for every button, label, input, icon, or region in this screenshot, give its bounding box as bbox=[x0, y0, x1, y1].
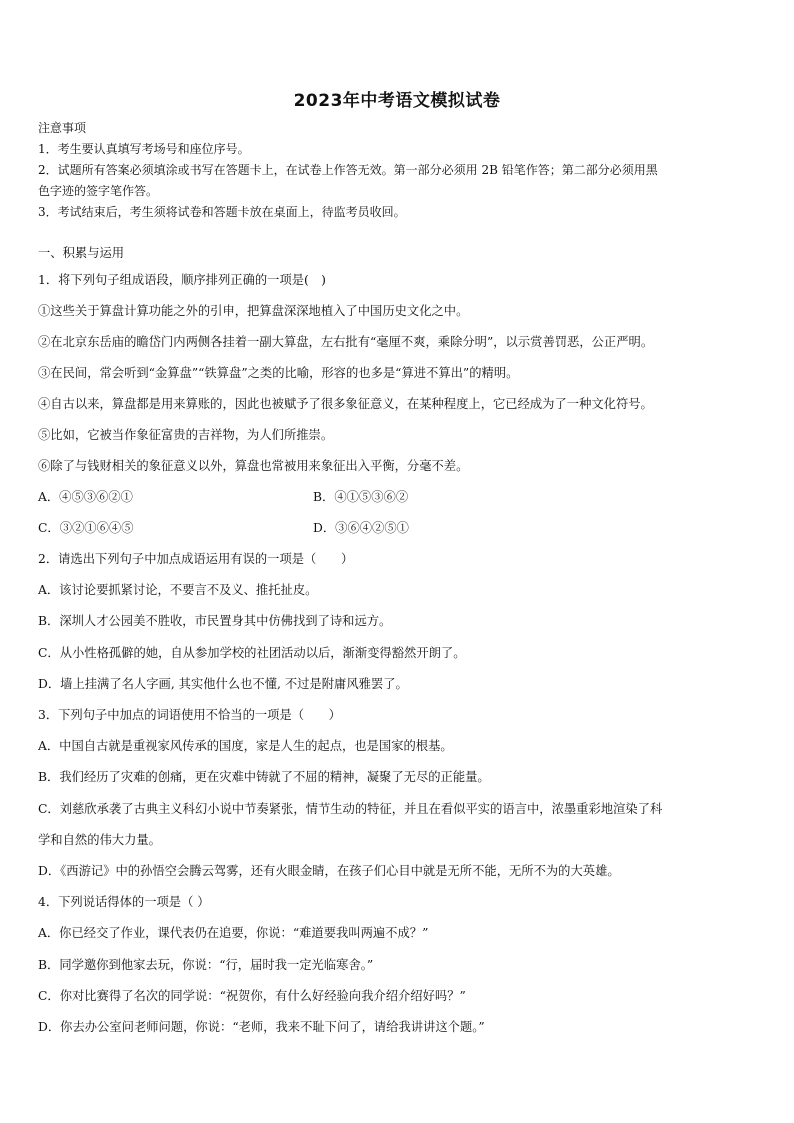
sentence: ⑤比如，它被当作象征富贵的吉祥物，为人们所推崇。 bbox=[38, 428, 334, 442]
question-2-stem: 2．请选出下列句子中加点成语运用有误的一项是（ ） bbox=[38, 552, 354, 566]
option-a: A．你已经交了作业，课代表仍在追要，你说：“难道要我叫两遍不成？” bbox=[38, 926, 429, 940]
option-c: C．刘慈欣承袭了古典主义科幻小说中节奏紧张，情节生动的特征，并且在看似平实的语言中，浓墨重彩地渲染了科 bbox=[38, 802, 663, 816]
option-c: C．③②①⑥④⑤ bbox=[38, 521, 134, 535]
sentence: ①这些关于算盘计算功能之外的引申，把算盘深深地植入了中国历史文化之中。 bbox=[38, 304, 469, 318]
notice-heading: 注意事项 bbox=[38, 121, 87, 135]
option-c: C．你对比赛得了名次的同学说：“祝贺你，有什么好经验向我介绍介绍好吗？” bbox=[38, 989, 466, 1003]
option-b: B．④①⑤③⑥② bbox=[313, 490, 409, 504]
option-a: A．④⑤③⑥②① bbox=[38, 490, 133, 504]
sentence: ②在北京东岳庙的瞻岱门内两侧各挂着一副大算盘，左右批有“毫厘不爽，乘除分明”，以示赏善罚恶，公正严明。 bbox=[38, 335, 654, 349]
notice-item: 3．考试结束后，考生须将试卷和答题卡放在桌面上，待监考员收回。 bbox=[38, 205, 406, 219]
question-3-stem: 3．下列句子中加点的词语使用不恰当的一项是（ ） bbox=[38, 708, 341, 722]
option-b: B．我们经历了灾难的创痛，更在灾难中铸就了不屈的精神，凝聚了无尽的正能量。 bbox=[38, 770, 490, 784]
sentence: ④自古以来，算盘都是用来算账的，因此也被赋予了很多象征意义，在某种程度上，它已经成为了一种文化符号。 bbox=[38, 397, 653, 411]
option-d: D．你去办公室问老师问题，你说：“老师，我来不耻下问了，请给我讲讲这个题。” bbox=[38, 1020, 485, 1034]
option-c-continued: 学和自然的伟大力量。 bbox=[38, 833, 161, 847]
option-d: D．《西游记》中的孙悟空会腾云驾雾，还有火眼金睛，在孩子们心目中就是无所不能，无所不为的大英雄。 bbox=[38, 864, 620, 878]
option-a: A．该讨论要抓紧讨论，不要言不及义、推托扯皮。 bbox=[38, 583, 318, 597]
question-4-stem: 4．下列说话得体的一项是（ ） bbox=[38, 895, 210, 909]
notice-item: 2．试题所有答案必须填涂或书写在答题卡上，在试卷上作答无效。第一部分必须用 2B 铅笔作答；第二部分必须用黑 bbox=[38, 163, 658, 177]
question-1-stem: 1．将下列句子组成语段，顺序排列正确的一项是( ) bbox=[38, 273, 326, 287]
option-d: D．墙上挂满了名人字画, 其实他什么也不懂, 不过是附庸风雅罢了。 bbox=[38, 677, 408, 691]
section-heading: 一、积累与运用 bbox=[38, 246, 125, 260]
option-b: B．深圳人才公园美不胜收，市民置身其中仿佛找到了诗和远方。 bbox=[38, 614, 392, 628]
notice-item: 1．考生要认真填写考场号和座位序号。 bbox=[38, 142, 250, 156]
exam-title: 2023年中考语文模拟试卷 bbox=[293, 91, 501, 111]
option-d: D．③⑥④②⑤① bbox=[313, 521, 409, 535]
option-b: B．同学邀你到他家去玩，你说：“行，届时我一定光临寒舍。” bbox=[38, 958, 374, 972]
notice-item: 色字迹的签字笔作答。 bbox=[38, 184, 159, 198]
option-c: C．从小性格孤僻的她，自从参加学校的社团活动以后，渐渐变得豁然开朗了。 bbox=[38, 646, 466, 660]
option-a: A．中国自古就是重视家风传承的国度，家是人生的起点，也是国家的根基。 bbox=[38, 739, 453, 753]
sentence: ③在民间，常会听到“金算盘”“铁算盘”之类的比喻，形容的也多是“算进不算出”的精明。 bbox=[38, 366, 519, 380]
sentence: ⑥除了与钱财相关的象征意义以外，算盘也常被用来象征出入平衡，分毫不差。 bbox=[38, 459, 469, 473]
